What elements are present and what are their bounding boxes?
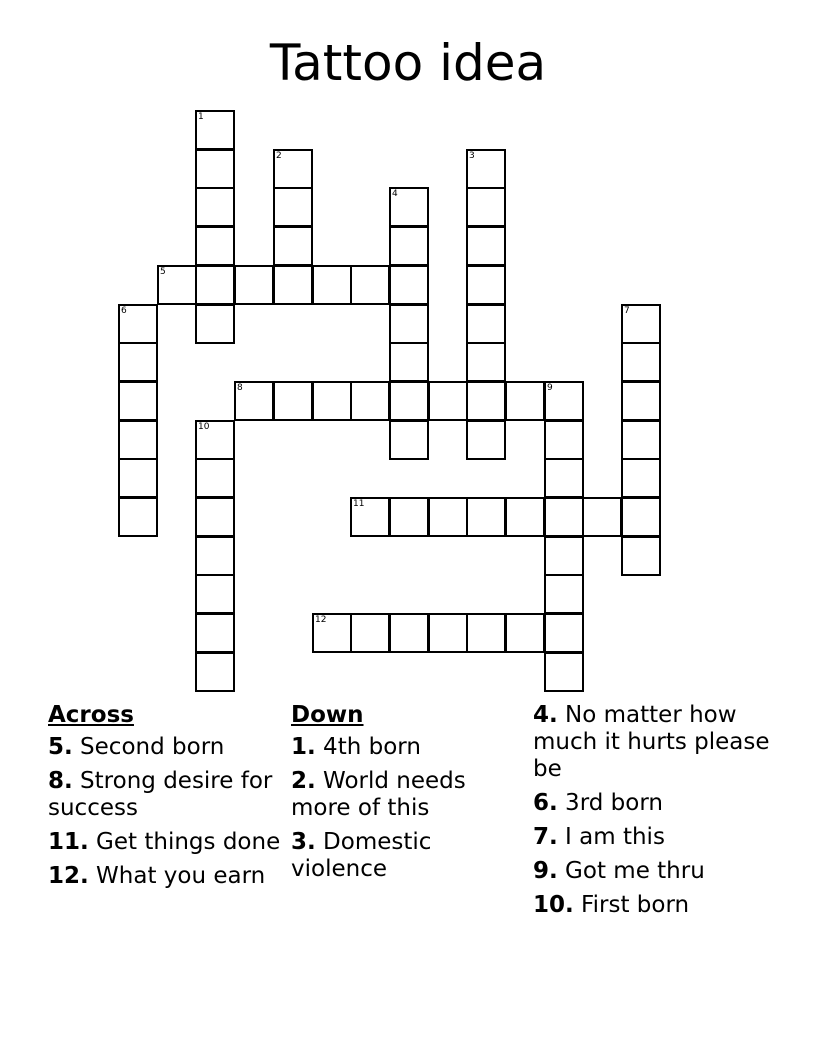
grid-cell[interactable] [389,381,429,421]
grid-cell[interactable] [466,187,506,227]
clue-number-label: 6. [533,790,558,816]
clue-number: 8 [237,383,243,393]
clue-item [48,863,283,890]
grid-cell[interactable] [621,304,661,344]
clue-number-label: 11. [48,829,89,855]
grid-cell[interactable] [350,381,390,421]
grid-cell[interactable] [273,187,313,227]
clue-number: 5 [160,267,166,277]
clue-number: 10 [198,422,210,432]
grid-cell[interactable] [273,226,313,266]
grid-cell[interactable] [157,265,197,305]
across-heading: Across [48,702,134,728]
clue-number-label: 3. [291,829,316,855]
grid-cell[interactable] [389,304,429,344]
grid-cell[interactable] [195,574,235,614]
grid-cell[interactable] [466,613,506,653]
clue-number-label: 5. [48,734,73,760]
down-clues [291,702,526,890]
grid-cell[interactable] [466,497,506,537]
grid-cell[interactable] [544,613,584,653]
grid-cell[interactable] [544,497,584,537]
grid-cell[interactable] [389,265,429,305]
grid-cell[interactable] [466,420,506,460]
clue-text: World needs more of this [291,768,466,821]
clue-item [533,892,803,919]
grid-cell[interactable] [505,381,545,421]
grid-cell[interactable] [195,187,235,227]
grid-cell[interactable] [312,613,352,653]
clue-item [291,734,526,761]
clue-number: 1 [198,112,204,122]
clue-number: 12 [315,615,327,625]
grid-cell[interactable] [195,149,235,189]
grid-cell[interactable] [621,458,661,498]
grid-cell[interactable] [505,497,545,537]
grid-cell[interactable] [621,497,661,537]
clue-text: No matter how much it hurts please be [533,702,770,782]
clue-text: Got me thru [557,858,705,884]
grid-cell[interactable] [466,149,506,189]
clue-text: What you earn [88,863,266,889]
clue-item [48,734,283,761]
grid-cell[interactable] [195,497,235,537]
grid-cell[interactable] [428,613,468,653]
grid-cell[interactable] [195,613,235,653]
grid-cell[interactable] [389,420,429,460]
grid-cell[interactable] [195,536,235,576]
grid-cell[interactable] [350,265,390,305]
grid-cell[interactable] [621,420,661,460]
grid-cell[interactable] [466,265,506,305]
grid-cell[interactable] [582,497,622,537]
grid-cell[interactable] [195,420,235,460]
grid-cell[interactable] [505,613,545,653]
grid-cell[interactable] [544,574,584,614]
grid-cell[interactable] [195,265,235,305]
grid-cell[interactable] [195,226,235,266]
clue-number: 9 [547,383,553,393]
clue-number: 4 [392,189,398,199]
grid-cell[interactable] [118,304,158,344]
grid-cell[interactable] [195,652,235,692]
clue-number-label: 1. [291,734,316,760]
grid-cell[interactable] [234,381,274,421]
grid-cell[interactable] [118,420,158,460]
grid-cell[interactable] [118,497,158,537]
grid-cell[interactable] [273,381,313,421]
grid-cell[interactable] [621,536,661,576]
clue-number-label: 7. [533,824,558,850]
clue-number: 3 [469,151,475,161]
down-heading: Down [291,702,364,728]
puzzle-title: Tattoo idea [269,34,547,92]
grid-cell[interactable] [273,149,313,189]
grid-cell[interactable] [621,342,661,382]
clue-number-label: 12. [48,863,89,889]
grid-cell[interactable] [389,226,429,266]
clue-item [48,768,283,822]
clue-number-label: 4. [533,702,558,728]
grid-cell[interactable] [466,304,506,344]
grid-cell[interactable] [273,265,313,305]
clue-text: Get things done [88,829,281,855]
clue-item [291,829,526,883]
grid-cell[interactable] [312,265,352,305]
clue-number: 6 [121,306,127,316]
clue-text: Domestic violence [291,829,432,882]
down-clues-continued [533,702,803,926]
clue-text: 4th born [315,734,421,760]
clue-number: 7 [624,306,630,316]
clue-item [533,824,803,851]
clue-item [533,858,803,885]
grid-cell[interactable] [118,458,158,498]
clue-item [291,768,526,822]
grid-cell[interactable] [544,420,584,460]
clue-item [533,790,803,817]
clue-text: First born [573,892,690,918]
clue-item [533,702,803,783]
grid-cell[interactable] [428,497,468,537]
grid-cell[interactable] [544,652,584,692]
grid-cell[interactable] [466,381,506,421]
grid-cell[interactable] [389,342,429,382]
grid-cell[interactable] [544,536,584,576]
grid-cell[interactable] [389,497,429,537]
clue-number-label: 10. [533,892,574,918]
clue-text: Second born [72,734,225,760]
grid-cell[interactable] [350,497,390,537]
clue-number-label: 9. [533,858,558,884]
clue-item [48,829,283,856]
grid-cell[interactable] [118,342,158,382]
grid-cell[interactable] [621,381,661,421]
clue-text: I am this [557,824,665,850]
grid-cell[interactable] [350,613,390,653]
grid-cell[interactable] [195,458,235,498]
grid-cell[interactable] [195,110,235,150]
grid-cell[interactable] [389,187,429,227]
across-clues [48,702,283,897]
clue-number: 2 [276,151,282,161]
grid-cell[interactable] [428,381,468,421]
grid-cell[interactable] [466,342,506,382]
grid-cell[interactable] [195,304,235,344]
grid-cell[interactable] [544,458,584,498]
grid-cell[interactable] [118,381,158,421]
grid-cell[interactable] [544,381,584,421]
grid-cell[interactable] [389,613,429,653]
grid-cell[interactable] [466,226,506,266]
clue-number: 11 [353,499,365,509]
clue-number-label: 8. [48,768,73,794]
clue-text: Strong desire for success [48,768,273,821]
grid-cell[interactable] [312,381,352,421]
clue-text: 3rd born [557,790,663,816]
grid-cell[interactable] [234,265,274,305]
clue-number-label: 2. [291,768,316,794]
